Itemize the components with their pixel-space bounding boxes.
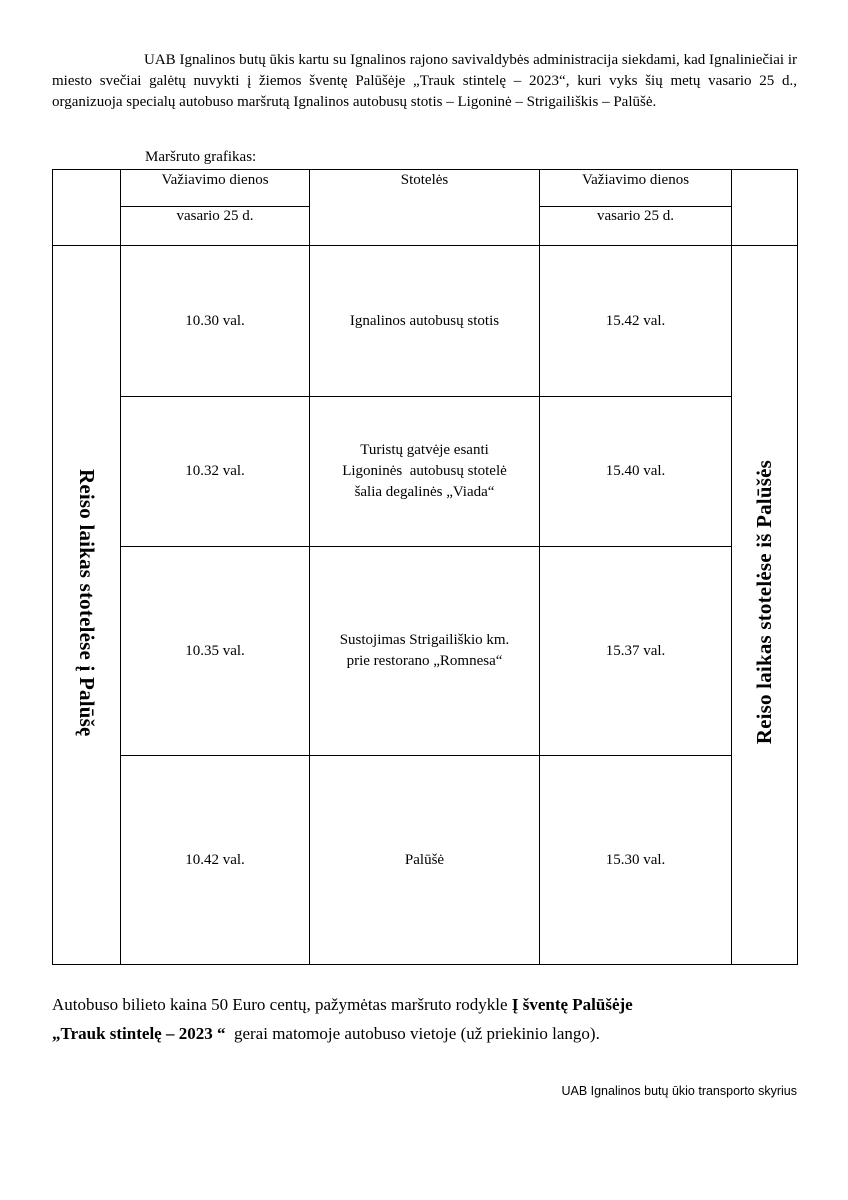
corner-cell-right [732, 170, 798, 246]
left-date-header: vasario 25 d. [121, 207, 310, 246]
right-vertical-label-cell [732, 246, 798, 965]
departure-time-from: 15.30 val. [540, 756, 732, 965]
intro-text: UAB Ignalinos butų ūkis kartu su Ignalinos rajono savivaldybės administracija siekdami, kad Ignaliniečiai ir miesto svečiai galėtų nuvykti į žiemos šventę Palūšėje „Trauk stintelę – 2023“, kuri vyks šių metų vasario 25 d., organizuoja specialų autobuso maršrutą Ignalinos autobusų stotis – Ligoninė – Strigailiškis – Palūšė. [52, 52, 797, 110]
stop-name [310, 756, 540, 965]
right-vertical-label: Reiso laikas stotelėse iš Palūšės [752, 460, 776, 745]
ticket-text-before: Autobuso bilieto kaina 50 Euro centų, pažymėtas maršruto rodykle [52, 995, 512, 1014]
departure-time-from: 15.42 val. [540, 246, 732, 397]
stop-line: Turistų gatvėje esanti [360, 442, 489, 458]
stop-name [310, 397, 540, 547]
departure-time-to: 10.35 val. [121, 547, 310, 756]
stop-line: Palūšė [404, 851, 445, 868]
stop-line: Ligoninės autobusų stotelė [342, 463, 507, 479]
ticket-route-sign-1: Į šventę Palūšėje [511, 995, 633, 1014]
table-row [53, 246, 798, 397]
stop-name [310, 547, 540, 756]
left-vertical-label: Reiso laikas stotelėse į Palūšę [75, 468, 99, 737]
departure-time-from: 15.37 val. [540, 547, 732, 756]
left-days-header: Važiavimo dienos [121, 170, 310, 207]
table-row [53, 397, 798, 547]
ticket-text-after: gerai matomoje autobuso vietoje (už priekinio lango). [225, 1024, 600, 1043]
stops-header: Stotelės [310, 170, 540, 246]
header-row [53, 170, 798, 207]
schedule-table [52, 169, 798, 965]
stop-line: Ignalinos autobusų stotis [349, 312, 500, 329]
departure-time-to: 10.30 val. [121, 246, 310, 397]
table-row [53, 756, 798, 965]
right-days-header: Važiavimo dienos [540, 170, 732, 207]
ticket-line-1 [52, 990, 812, 1019]
table-row [53, 547, 798, 756]
right-date-header: vasario 25 d. [540, 207, 732, 246]
ticket-info [52, 990, 812, 1048]
ticket-route-sign-2: „Trauk stintelę – 2023 “ [52, 1024, 226, 1043]
intro-paragraph [52, 50, 797, 113]
ticket-line-2 [52, 1019, 812, 1048]
stop-name [310, 246, 540, 397]
signature: UAB Ignalinos butų ūkio transporto skyrius [561, 1084, 797, 1098]
stop-line: prie restorano „Romnesa“ [346, 653, 503, 669]
stop-line: Sustojimas Strigailiškio km. [339, 632, 510, 648]
departure-time-to: 10.42 val. [121, 756, 310, 965]
corner-cell-left [53, 170, 121, 246]
schedule-caption: Maršruto grafikas: [145, 149, 257, 165]
stop-line: šalia degalinės „Viada“ [354, 484, 495, 500]
departure-time-to: 10.32 val. [121, 397, 310, 547]
departure-time-from: 15.40 val. [540, 397, 732, 547]
left-vertical-label-cell [53, 246, 121, 965]
